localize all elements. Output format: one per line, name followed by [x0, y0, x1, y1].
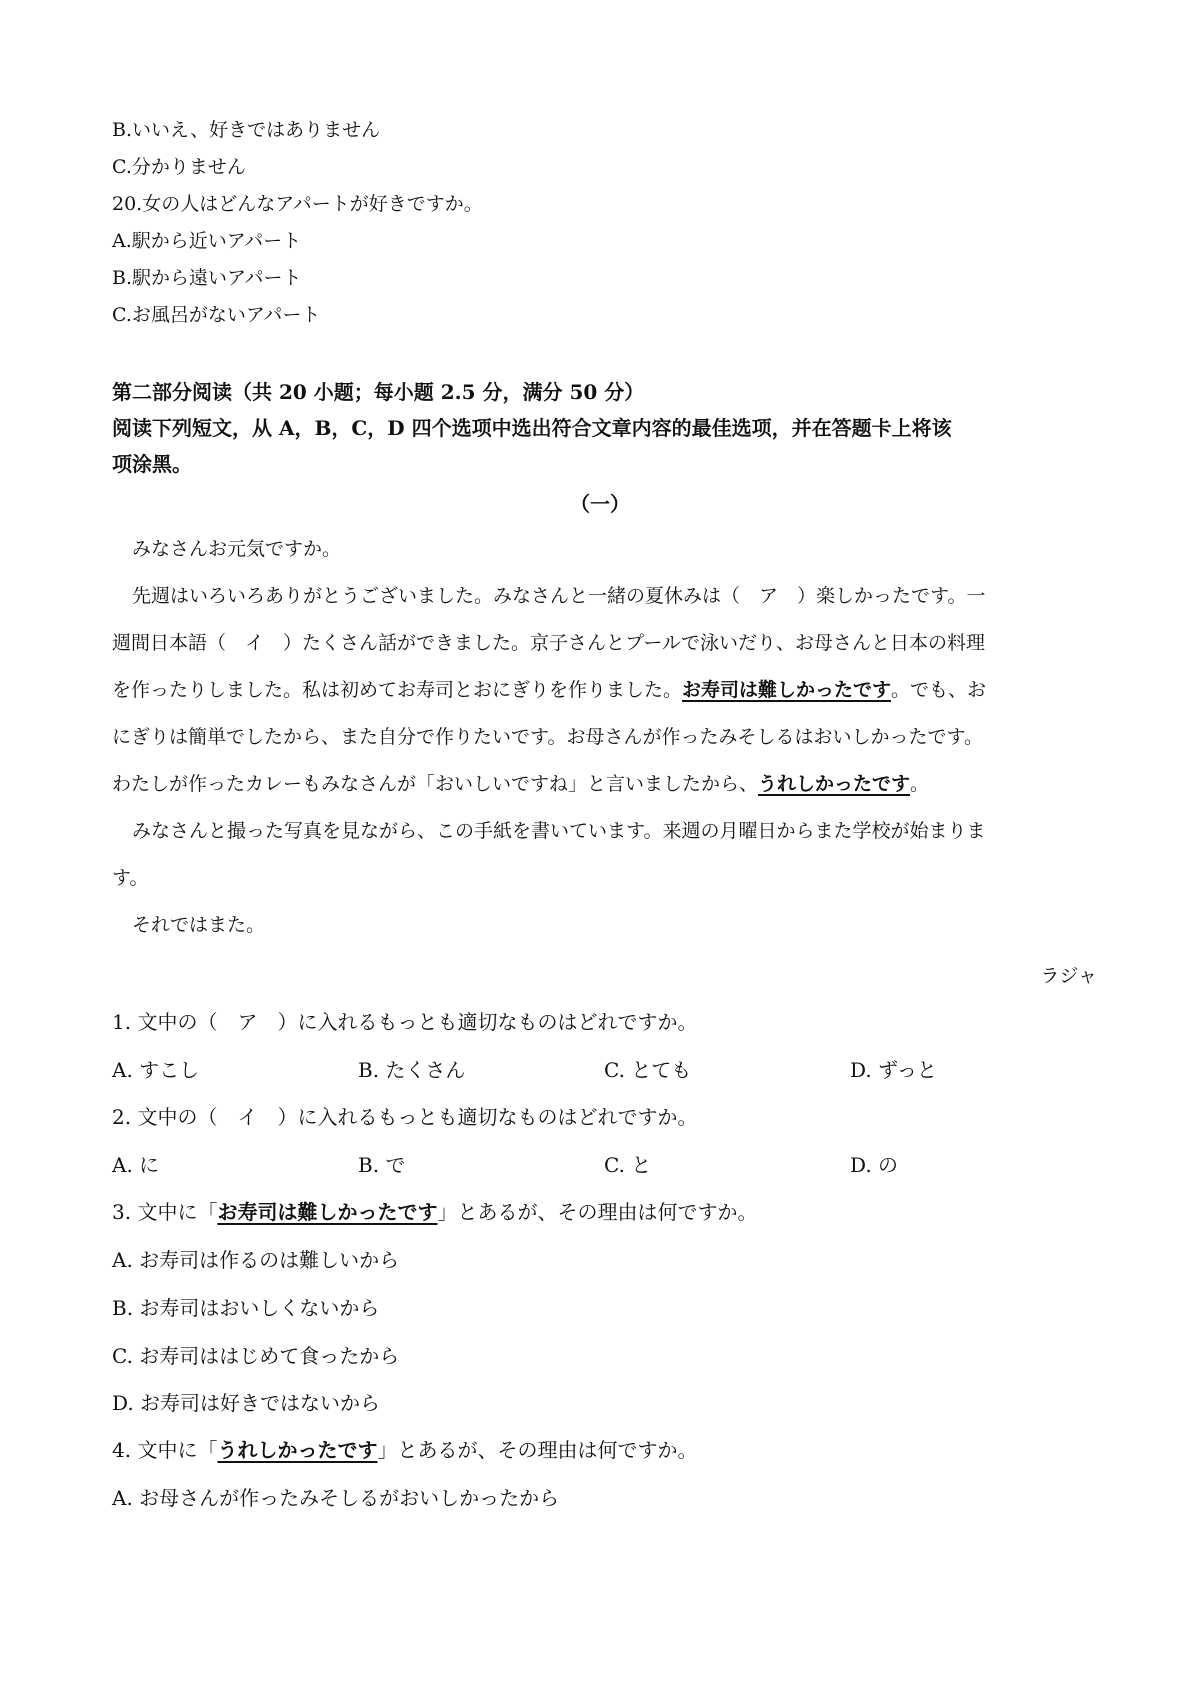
- q1-stem: 1. 文中の（ ア ）に入れるもっとも適切なものはどれですか。: [112, 1010, 698, 1034]
- q4-stem-suffix: 」とあるが、その理由は何ですか。: [377, 1438, 698, 1462]
- q3-stem: [112, 1198, 757, 1226]
- q4-stem: [112, 1436, 697, 1464]
- q4-stem-prefix: 4. 文中に「: [112, 1438, 218, 1462]
- q3-option-b: B. お寿司はおいしくないから: [112, 1296, 380, 1320]
- passage-p1-line-3-text: を作ったりしました。私は初めてお寿司とおにぎりを作りました。: [112, 679, 683, 701]
- q4-option-a: A. お母さんが作ったみそしるがおいしかったから: [112, 1486, 560, 1510]
- underlined-phrase-happy: うれしかったです: [758, 773, 911, 795]
- q2-option-d: D. の: [850, 1153, 899, 1177]
- q3-stem-suffix: 」とあるが、その理由は何ですか。: [437, 1200, 758, 1224]
- q19-option-c: C.分かりません: [112, 156, 246, 178]
- passage-p2-line-1: みなさんと撮った写真を見ながら、この手紙を書いています。来週の月曜日からまた学校が始まりま: [132, 820, 986, 842]
- q3-option-c: C. お寿司ははじめて食ったから: [112, 1344, 400, 1368]
- q2-stem: 2. 文中の（ イ ）に入れるもっとも適切なものはどれですか。: [112, 1105, 698, 1129]
- underlined-phrase-sushi: お寿司は難しかったです: [682, 679, 892, 701]
- section-instruction-line-1: 阅读下列短文，从 A，B，C，D 四个选项中选出符合文章内容的最佳选项，并在答题卡上将该: [112, 416, 952, 440]
- passage-signature: ラジャ: [1040, 965, 1097, 987]
- q20-option-c: C.お風呂がないアパート: [112, 304, 321, 326]
- passage-p1-line-5-tail: 。: [910, 773, 930, 795]
- section-heading: 第二部分阅读（共 20 小题；每小题 2.5 分，满分 50 分）: [112, 380, 645, 404]
- passage-p1-line-3: [112, 676, 986, 704]
- q4-underlined-quote: うれしかったです: [217, 1438, 378, 1462]
- q1-option-a: A. すこし: [112, 1058, 200, 1082]
- q19-option-b: B.いいえ、好きではありません: [112, 119, 381, 141]
- passage-p1-line-4: にぎりは簡単でしたから、また自分で作りたいです。お母さんが作ったみそしるはおいしかったです。: [112, 726, 983, 748]
- passage-p1-line-1: 先週はいろいろありがとうございました。みなさんと一緒の夏休みは（ ア ）楽しかったです。一: [132, 585, 986, 607]
- passage-p1-line-3-tail: 。でも、お: [891, 679, 987, 701]
- passage-p1-line-5-text: わたしが作ったカレーもみなさんが「おいしいですね」と言いましたから、: [112, 773, 759, 795]
- passage-p1-line-5: [112, 770, 929, 798]
- passage-number: （一）: [570, 492, 630, 516]
- q2-option-a: A. に: [112, 1153, 160, 1177]
- section-instruction-line-2: 项涂黑。: [112, 452, 192, 476]
- passage-greeting: みなさんお元気ですか。: [132, 538, 342, 560]
- q1-option-d: D. ずっと: [850, 1058, 937, 1082]
- passage-p2-line-2: す。: [112, 867, 149, 889]
- q20-stem: 20.女の人はどんなアパートが好きですか。: [112, 193, 483, 215]
- q1-option-c: C. とても: [604, 1058, 692, 1082]
- passage-closing: それではまた。: [132, 914, 266, 936]
- q3-option-d: D. お寿司は好きではないから: [112, 1391, 381, 1415]
- q1-option-b: B. たくさん: [358, 1058, 466, 1082]
- q2-option-c: C. と: [604, 1153, 652, 1177]
- q3-option-a: A. お寿司は作るのは難しいから: [112, 1248, 400, 1272]
- q20-option-b: B.駅から遠いアパート: [112, 267, 302, 289]
- q3-stem-prefix: 3. 文中に「: [112, 1200, 218, 1224]
- q3-underlined-quote: お寿司は難しかったです: [217, 1200, 438, 1224]
- q20-option-a: A.駅から近いアパート: [112, 230, 302, 252]
- passage-p1-line-2: 週間日本語（ イ ）たくさん話ができました。京子さんとプールで泳いだり、お母さんと日本の料理: [112, 632, 986, 654]
- q2-option-b: B. で: [358, 1153, 406, 1177]
